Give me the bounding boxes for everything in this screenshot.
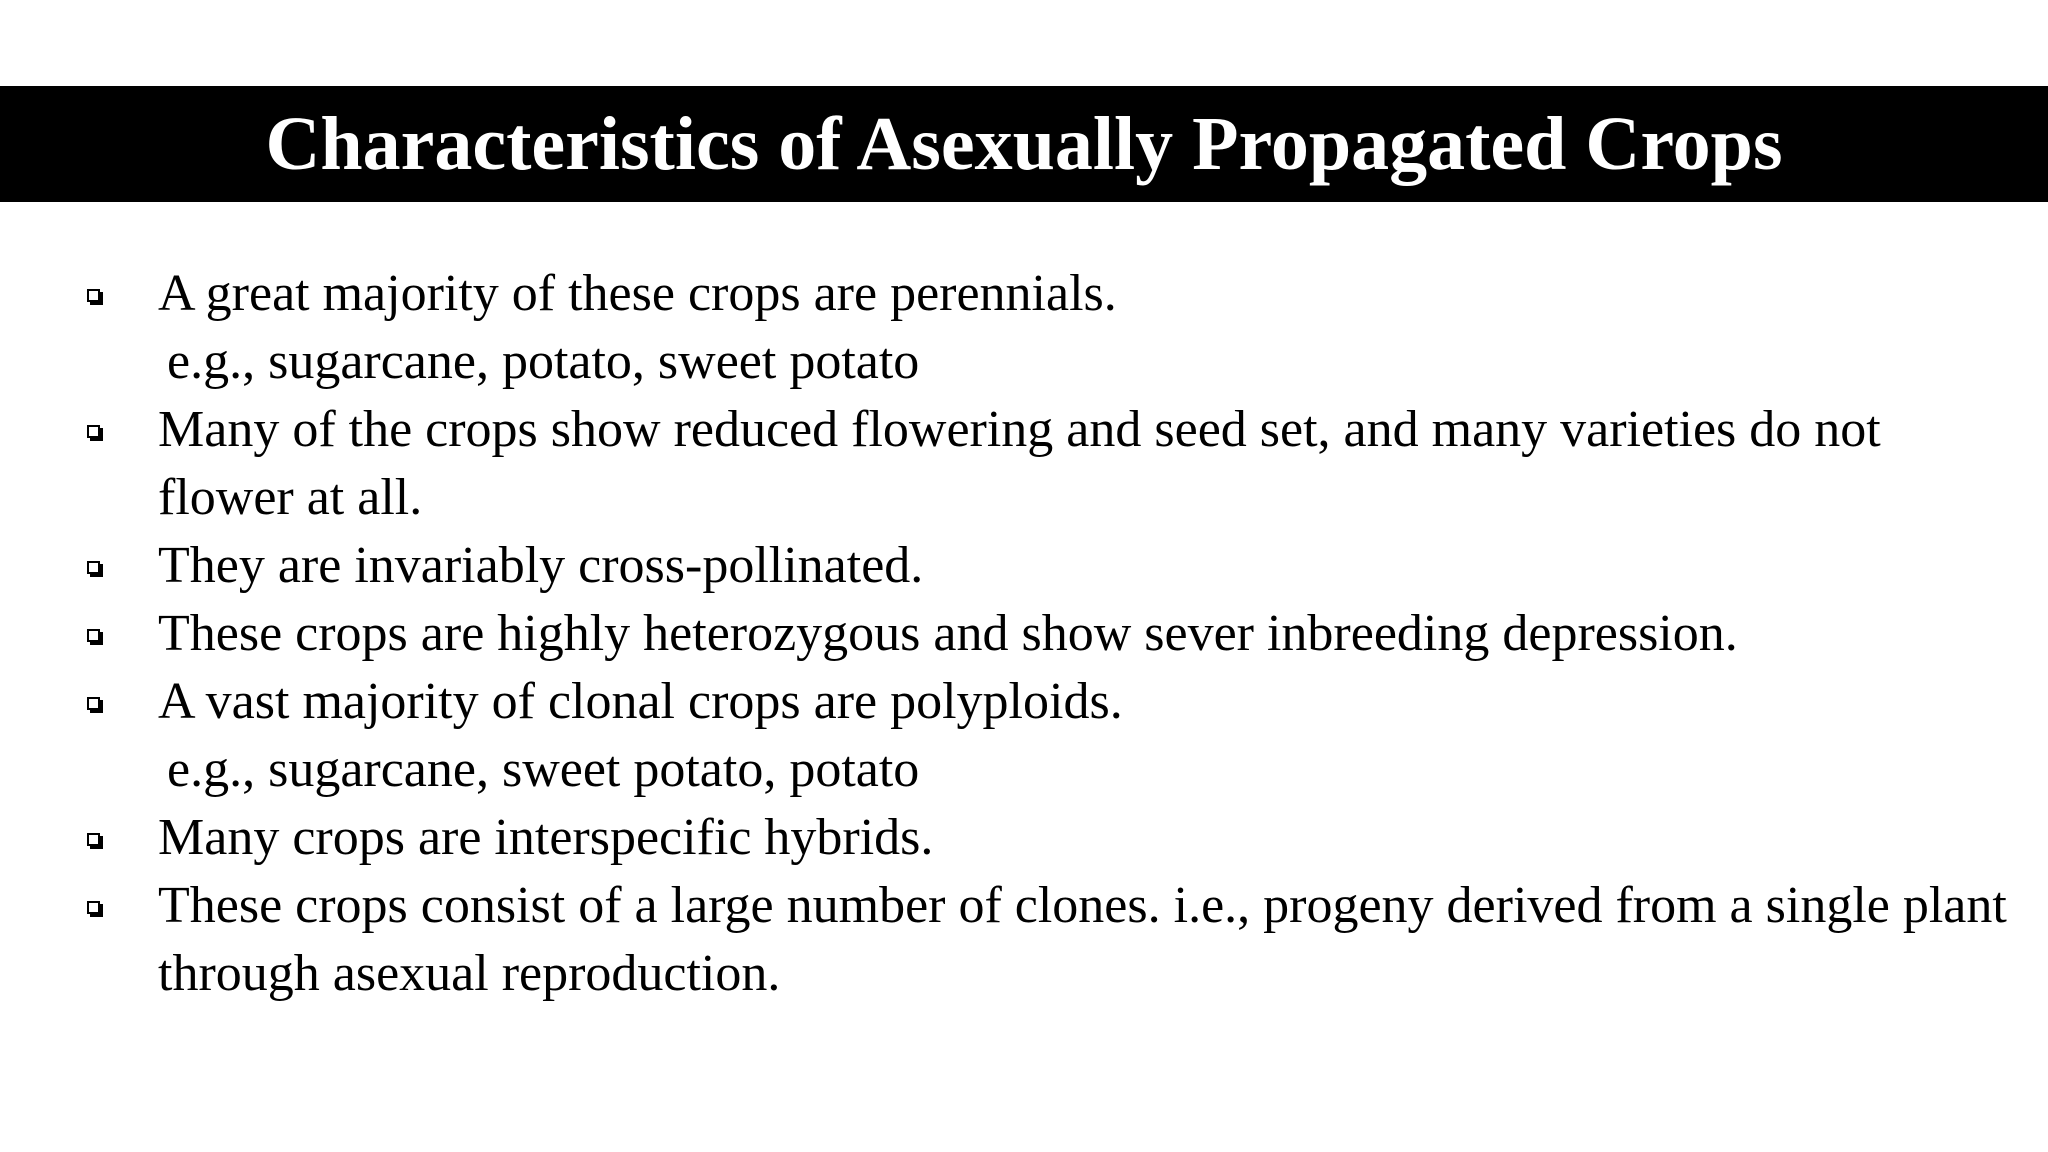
- hollow-square-bullet-icon: [87, 289, 100, 302]
- bullet-text: A great majority of these crops are perennials.: [158, 265, 1117, 322]
- list-item: [0, 668, 2048, 804]
- bullet-text: These crops are highly heterozygous and show sever inbreeding depression.: [158, 605, 1738, 662]
- list-item: [0, 600, 2048, 668]
- list-item: [0, 532, 2048, 600]
- example-text: e.g., sugarcane, potato, sweet potato: [167, 333, 920, 390]
- bullet-text: Many of the crops show reduced flowering and seed set, and many varieties do not flower at all.: [158, 401, 1881, 526]
- list-item: [0, 396, 2048, 532]
- bullet-text: They are invariably cross-pollinated.: [158, 537, 924, 594]
- slide-title: Characteristics of Asexually Propagated Crops: [265, 102, 1783, 186]
- example-text: e.g., sugarcane, sweet potato, potato: [167, 741, 920, 798]
- bullet-list: [0, 260, 2048, 1008]
- list-item: [0, 872, 2048, 1008]
- hollow-square-bullet-icon: [87, 425, 100, 438]
- hollow-square-bullet-icon: [87, 833, 100, 846]
- hollow-square-bullet-icon: [87, 901, 100, 914]
- list-item: [0, 804, 2048, 872]
- bullet-text: These crops consist of a large number of clones. i.e., progeny derived from a single plant through asexual reproduction.: [158, 877, 2007, 1002]
- title-bar: [0, 86, 2048, 202]
- bullet-text: A vast majority of clonal crops are polyploids.: [158, 673, 1123, 730]
- hollow-square-bullet-icon: [87, 561, 100, 574]
- list-item: [0, 260, 2048, 396]
- hollow-square-bullet-icon: [87, 697, 100, 710]
- bullet-text: Many crops are interspecific hybrids.: [158, 809, 934, 866]
- hollow-square-bullet-icon: [87, 629, 100, 642]
